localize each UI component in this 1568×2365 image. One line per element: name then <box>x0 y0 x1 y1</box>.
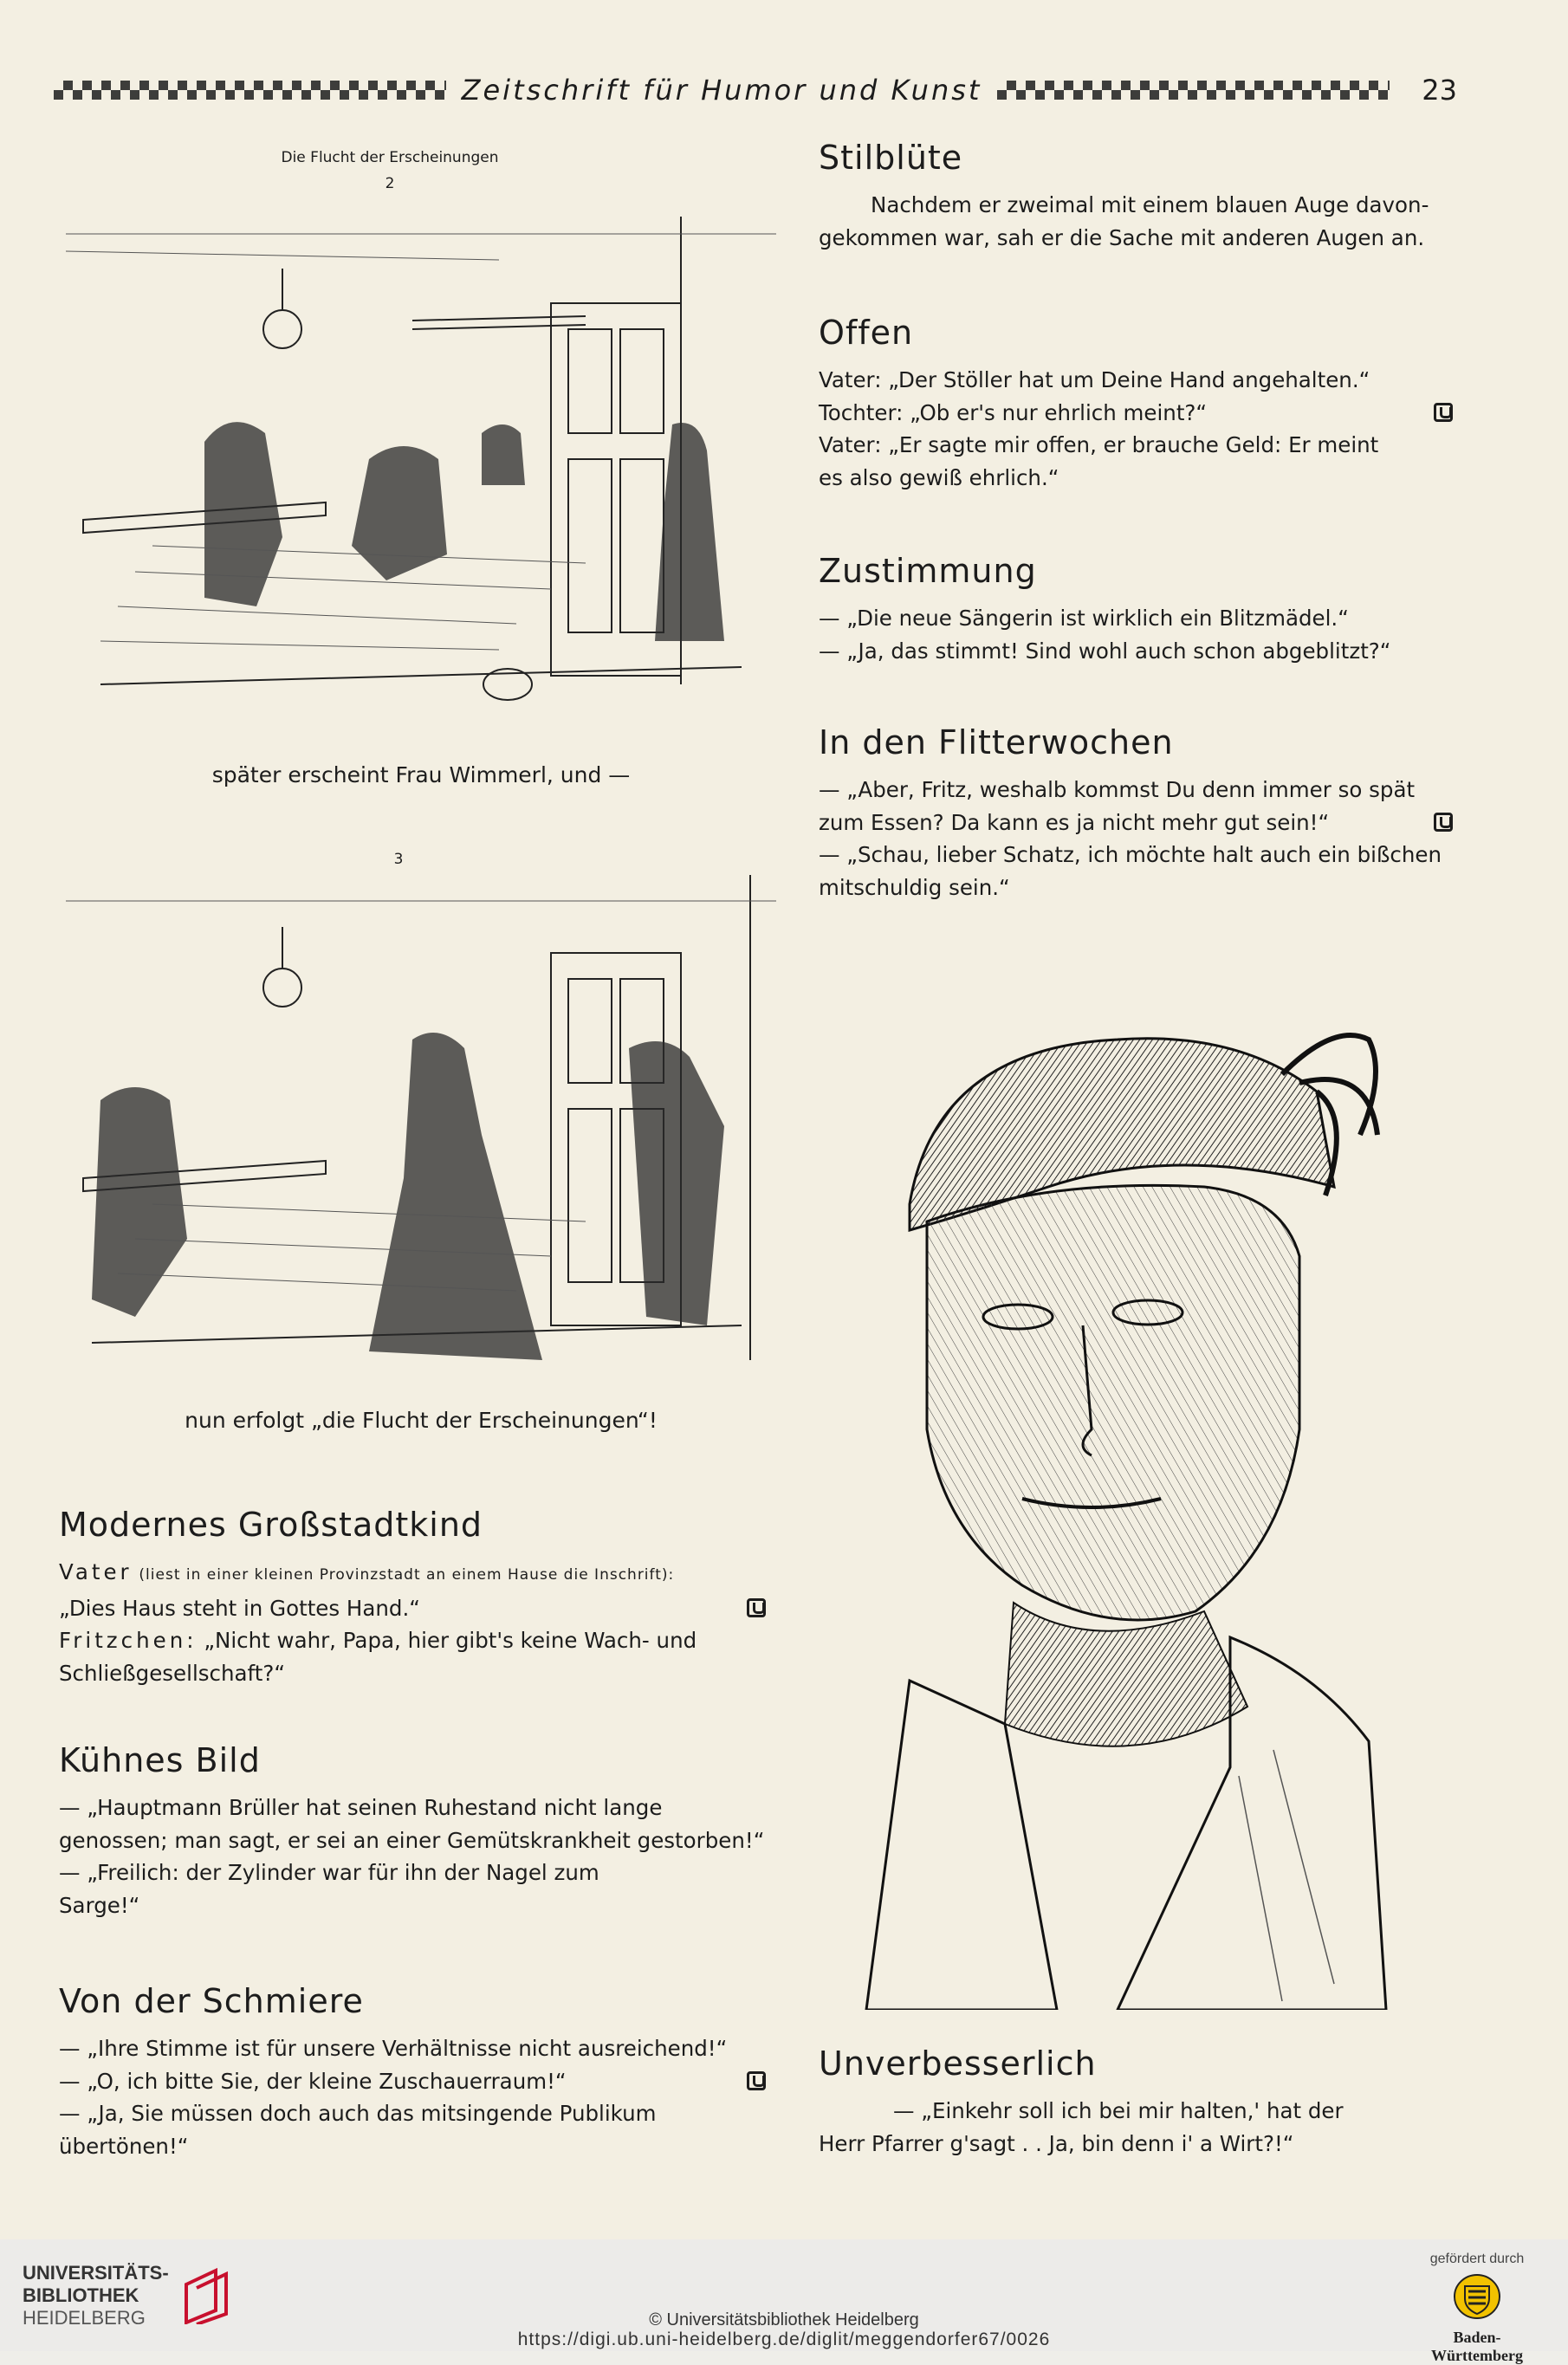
article-flitterwochen <box>819 723 1453 904</box>
article-title: In den Flitterwochen <box>819 723 1174 761</box>
article-line: — „Ja, Sie müssen doch auch das mitsingende Publikum <box>59 2101 657 2126</box>
tavern-illustration-3 <box>66 875 776 1395</box>
article-line: — „Freilich: der Zylinder war für ihn der Nagel zum <box>59 1860 599 1885</box>
article-line: übertönen!“ <box>59 2133 189 2159</box>
article-line: mitschuldig sein.“ <box>819 874 1010 900</box>
article-line: „Nicht wahr, Papa, hier gibt's keine Wach- und <box>204 1628 697 1653</box>
illustration-title: Die Flucht der Erscheinungen <box>281 149 499 166</box>
article-line: — „Einkehr soll ich bei mir halten,' hat der <box>893 2098 1344 2123</box>
page-header <box>54 71 1457 109</box>
article-line: — „Schau, lieber Schatz, ich möchte halt auch ein bißchen <box>819 842 1442 867</box>
speaker-name: Fritzchen: <box>59 1628 198 1653</box>
illustration-number-3: 3 <box>393 851 404 868</box>
article-line: Schließgesellschaft?“ <box>59 1660 286 1686</box>
article-line: — „Aber, Fritz, weshalb kommst Du denn immer so spät <box>819 777 1416 802</box>
article-line: es also gewiß ehrlich.“ <box>819 464 1059 490</box>
article-line: „Dies Haus steht in Gottes Hand.“ <box>59 1595 420 1621</box>
article-title: Offen <box>819 314 914 352</box>
article-unverbesserlich <box>819 2044 1453 2160</box>
u-mark-icon <box>1434 813 1453 832</box>
article-title: Stilblüte <box>819 139 963 177</box>
article-kuehnes-bild <box>59 1741 766 1921</box>
article-title: Unverbesserlich <box>819 2044 1097 2083</box>
article-grossstadtkind <box>59 1506 766 1689</box>
speaker-name: Vater <box>59 1559 133 1584</box>
u-mark-icon <box>747 1598 766 1617</box>
article-zustimmung <box>819 552 1453 667</box>
article-line: — „O, ich bitte Sie, der kleine Zuschauerraum!“ <box>59 2068 567 2094</box>
article-stilbluete <box>819 139 1453 254</box>
article-title: Zustimmung <box>819 552 1037 590</box>
article-line: Vater: „Er sagte mir offen, er brauche Geld: Er meint <box>819 432 1379 457</box>
article-schmiere <box>59 1982 766 2162</box>
article-line: — „Ihre Stimme ist für unsere Verhältnisse nicht ausreichend!“ <box>59 2036 728 2061</box>
article-line: genossen; man sagt, er sei an einer Gemütskrankheit gestorben!“ <box>59 1827 765 1853</box>
article-line: Herr Pfarrer g'sagt . . Ja, bin denn i' a Wirt?!“ <box>819 2130 1294 2156</box>
copyright-notice: © Universitätsbibliothek Heidelberg <box>649 2310 919 2329</box>
u-mark-icon <box>747 2071 766 2090</box>
article-line: — „Die neue Sängerin ist wirklich ein Blitzmädel.“ <box>819 606 1349 631</box>
u-mark-icon <box>1434 403 1453 422</box>
library-name: UNIVERSITÄTS- BIBLIOTHEK HEIDELBERG <box>23 2262 169 2329</box>
article-line: Sarge!“ <box>59 1892 140 1918</box>
funder-name: Baden-Württemberg <box>1431 2329 1523 2364</box>
illustration-caption-2: später erscheint Frau Wimmerl, und — <box>211 762 631 787</box>
article-line: zum Essen? Da kann es ja nicht mehr gut sein!“ <box>819 809 1330 835</box>
article-title: Modernes Großstadtkind <box>59 1506 483 1544</box>
article-line: Vater: „Der Stöller hat um Deine Hand angehalten.“ <box>819 367 1370 392</box>
article-title: Kühnes Bild <box>59 1741 261 1779</box>
article-offen <box>819 314 1453 494</box>
article-line: Tochter: „Ob er's nur ehrlich meint?“ <box>819 399 1208 425</box>
stage-direction: (liest in einer kleinen Provinzstadt an einem Hause die Inschrift): <box>139 1566 675 1584</box>
source-url[interactable]: https://digi.ub.uni-heidelberg.de/diglit/meggendorfer67/0026 <box>517 2329 1051 2349</box>
coat-of-arms-icon <box>1451 2272 1503 2321</box>
article-title: Von der Schmiere <box>59 1982 364 2020</box>
magazine-title: Zeitschrift für Humor und Kunst <box>461 74 982 107</box>
article-line: — „Hauptmann Brüller hat seinen Ruhestand nicht lange <box>59 1795 663 1820</box>
article-line: gekommen war, sah er die Sache mit anderen Augen an. <box>819 224 1425 250</box>
page-number: 23 <box>1422 74 1457 107</box>
tavern-illustration-2 <box>66 199 776 762</box>
old-man-portrait <box>832 944 1455 2010</box>
illustration-caption-3: nun erfolgt „die Flucht der Erscheinungen“! <box>185 1408 658 1433</box>
illustration-number-2: 2 <box>385 175 395 192</box>
checker-border-left <box>54 81 446 100</box>
checker-border-right <box>997 81 1390 100</box>
page-footer <box>0 2239 1568 2364</box>
article-line: — „Ja, das stimmt! Sind wohl auch schon abgeblitzt?“ <box>819 638 1391 664</box>
funded-by-label: gefördert durch <box>1429 2252 1525 2266</box>
article-line: Nachdem er zweimal mit einem blauen Auge davon- <box>871 192 1429 217</box>
funder-block <box>1412 2252 1542 2365</box>
